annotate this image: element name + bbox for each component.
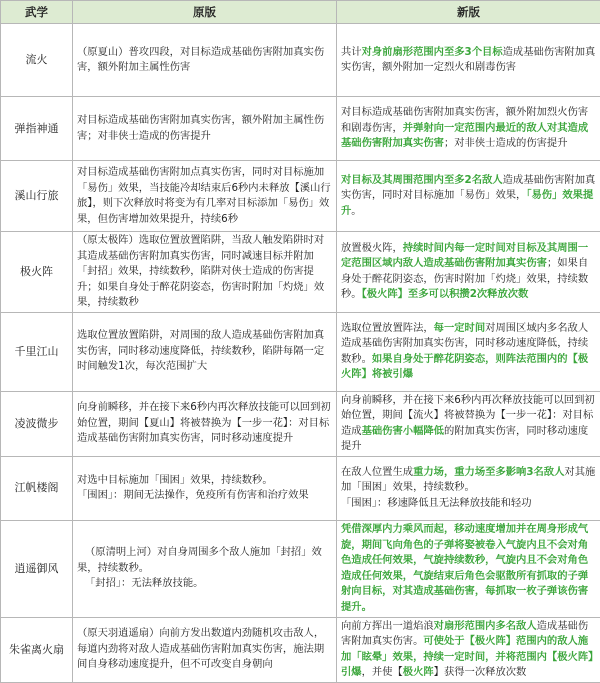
description-text: 向身前瞬移，并在接下来6秒内再次释放技能可以回到初始位置，期间【夏山】将被替换为【一步一花】：对目标造成基础伤害附加真实伤害，同时移动速度提升 bbox=[77, 401, 331, 444]
table-row bbox=[1, 97, 600, 161]
description-text: 共计 bbox=[341, 46, 362, 58]
new-version-description bbox=[337, 161, 600, 232]
description-text: 对目标造成基础伤害附加真实伤害，额外附加烈火伤害和剧毒伤害， bbox=[341, 106, 588, 134]
table-row bbox=[1, 312, 600, 391]
table-row bbox=[1, 391, 600, 456]
old-version-description bbox=[73, 232, 337, 313]
skill-name: 流火 bbox=[1, 24, 73, 97]
highlighted-change-text: 基础伤害小幅降低 bbox=[362, 425, 444, 437]
table-row bbox=[1, 232, 600, 313]
old-version-description bbox=[73, 97, 337, 161]
description-text: 放置极火阵， bbox=[341, 242, 403, 254]
new-version-description bbox=[337, 391, 600, 456]
skill-name: 江帆楼阁 bbox=[1, 456, 73, 520]
highlighted-change-text: 如果自身处于醉花阴姿态，则阵法范围内的【极火阵】将被引爆 bbox=[341, 353, 588, 381]
old-version-description bbox=[73, 161, 337, 232]
header-old-version: 原版 bbox=[73, 1, 337, 24]
table-row bbox=[1, 520, 600, 617]
new-version-description bbox=[337, 24, 600, 97]
highlighted-change-text: 极火阵 bbox=[403, 666, 434, 678]
new-version-description bbox=[337, 617, 600, 682]
description-text: ；对非侠士造成的伤害提升 bbox=[444, 137, 568, 149]
new-version-description bbox=[337, 520, 600, 617]
header-skill: 武学 bbox=[1, 1, 73, 24]
highlighted-change-text: 凭借深厚内力乘风而起，移动速度增加并在周身形成气旋，期间飞向角色的子弹将娶被卷入气旋内且不会对角色造成任何效果，气旋持续数秒，气旋内且不会对角色造成任何效果，气旋结束后角色会驱散所有抓取的子弹射向目标，对其造成基础伤害，每抓取一枚子弹该伤害提升。 bbox=[341, 523, 588, 613]
description-text: 「封招」：无法释放技能。 bbox=[77, 577, 203, 589]
description-text: 的附加真实伤害，同时移动速度提升 bbox=[341, 425, 588, 453]
skill-name: 凌波微步 bbox=[1, 391, 73, 456]
table-row bbox=[1, 456, 600, 520]
highlighted-change-text: 持续时间内每一定时间对目标及其周围一定范围区域内敌人造成基础伤害附加真实伤害 bbox=[341, 242, 588, 270]
description-text: 造成基础伤害附加真实伤害，额外附加一定烈火和剧毒伤害 bbox=[341, 46, 595, 74]
description-text: ；如果自身处于醉花阴姿态，伤害时附加「灼烧」效果，持续数秒。 bbox=[341, 257, 588, 300]
description-text: （原太极阵）选取位置放置陷阱，当敌人触发陷阱时对其造成基础伤害附加真实伤害，同时减速目标并附加「封招」效果，持续数秒，陷阱对侠士造成的伤害提升；如果自身处于醉花阴姿态，伤害时附加「灼烧」效果，持续数秒 bbox=[77, 234, 324, 308]
header-row bbox=[1, 1, 600, 24]
description-text: 造成基础伤害附加真实伤害，同时对目标施加「易伤」效果， bbox=[341, 174, 595, 202]
description-text: （原夏山）普攻四段，对目标造成基础伤害附加真实伤害，额外附加主属性伤害 bbox=[77, 46, 324, 74]
skill-name: 极火阵 bbox=[1, 232, 73, 313]
old-version-description bbox=[73, 456, 337, 520]
highlighted-change-text: 对扇形范围内多名敌人 bbox=[434, 620, 537, 632]
skill-name: 弹指神通 bbox=[1, 97, 73, 161]
highlighted-change-text: 重力场，重力场至多影响3名敌人 bbox=[413, 466, 564, 478]
description-text: 在敌人位置生成 bbox=[341, 466, 413, 478]
skill-name: 溪山行旅 bbox=[1, 161, 73, 232]
highlighted-change-text: 并弹射向一定范围内最近的敌人对其造成基础伤害附加真实伤害 bbox=[341, 122, 588, 150]
old-version-description bbox=[73, 24, 337, 97]
description-text: 对周围区域内多名敌人造成基础伤害附加真实伤害，同时移动速度降低，持续数秒。 bbox=[341, 322, 588, 365]
highlighted-change-text: 【极火阵】至多可以积攒2次释放次数 bbox=[362, 288, 529, 300]
description-text: 。 bbox=[351, 205, 361, 217]
skill-name: 朱雀离火扇 bbox=[1, 617, 73, 682]
description-text: 对其施加「围困」效果，持续数秒。 bbox=[341, 466, 595, 494]
table-row bbox=[1, 24, 600, 97]
description-text: 「围困」：移速降低且无法释放技能和轻功 bbox=[341, 497, 532, 509]
skill-name: 逍遥御风 bbox=[1, 520, 73, 617]
highlighted-change-text: 每一定时间 bbox=[434, 322, 485, 334]
new-version-description bbox=[337, 312, 600, 391]
description-text: 选取位置放置阵法， bbox=[341, 322, 434, 334]
description-text: 对目标造成基础伤害附加点真实伤害，同时对目标施加「易伤」效果，当技能冷却结束后6秒内未释放【溪山行旅】，则下次释放时将变为有几率对目标添加「易伤」效果，但伤害增加效果提升，持续6秒 bbox=[77, 166, 331, 225]
description-text: ，并使【 bbox=[362, 666, 403, 678]
description-text: 】获得一次释放次数 bbox=[434, 666, 527, 678]
highlighted-change-text: 「易伤」效果提升 bbox=[341, 189, 593, 217]
description-text: 向前方挥出一道焰浪 bbox=[341, 620, 434, 632]
new-version-description bbox=[337, 97, 600, 161]
description-text: 对目标造成基础伤害附加真实伤害，额外附加主属性伤害；对非侠士造成的伤害提升 bbox=[77, 114, 324, 142]
skill-name: 千里江山 bbox=[1, 312, 73, 391]
table-row bbox=[1, 617, 600, 682]
description-text: 造成基础伤害附加真实伤害。 bbox=[341, 620, 588, 648]
old-version-description bbox=[73, 312, 337, 391]
highlighted-change-text: 对目标及其周围范围内至多2名敌人 bbox=[341, 174, 503, 186]
description-text: 向身前瞬移，并在接下来6秒内再次释放技能可以回到初始位置，期间【流火】将被替换为【一步一花】：对目标造成 bbox=[341, 394, 595, 437]
description-text: （原清明上河）对自身周围多个敌人施加「封招」效果，持续数秒。 bbox=[77, 546, 322, 574]
new-version-description bbox=[337, 456, 600, 520]
description-text: 对选中目标施加「围困」效果，持续数秒。 bbox=[77, 474, 273, 486]
description-text: 选取位置放置陷阱，对周围的敌人造成基础伤害附加真实伤害，同时移动速度降低，持续数秒，陷阱每隔一定时间触发1次，每次范围扩大 bbox=[77, 329, 324, 372]
old-version-description bbox=[73, 391, 337, 456]
old-version-description bbox=[73, 617, 337, 682]
old-version-description bbox=[73, 520, 337, 617]
header-new-version: 新版 bbox=[337, 1, 600, 24]
new-version-description bbox=[337, 232, 600, 313]
highlighted-change-text: 对身前扇形范围内至多3个目标 bbox=[362, 46, 503, 58]
description-text: 「围困」：期间无法操作，免疫所有伤害和治疗效果 bbox=[77, 489, 309, 501]
description-text: （原天羽逍遥扇）向前方发出数道内劲随机攻击敌人，每道内劲将对敌人造成基础伤害附加真实伤害，施法期间自身移动速度提升，但不可改变自身朝向 bbox=[77, 627, 324, 670]
highlighted-change-text: 可使处于【极火阵】范围内的敌人施加「眩晕」效果，持续一定时间，并将范围内【极火阵】引爆 bbox=[341, 635, 593, 678]
table-row bbox=[1, 161, 600, 232]
